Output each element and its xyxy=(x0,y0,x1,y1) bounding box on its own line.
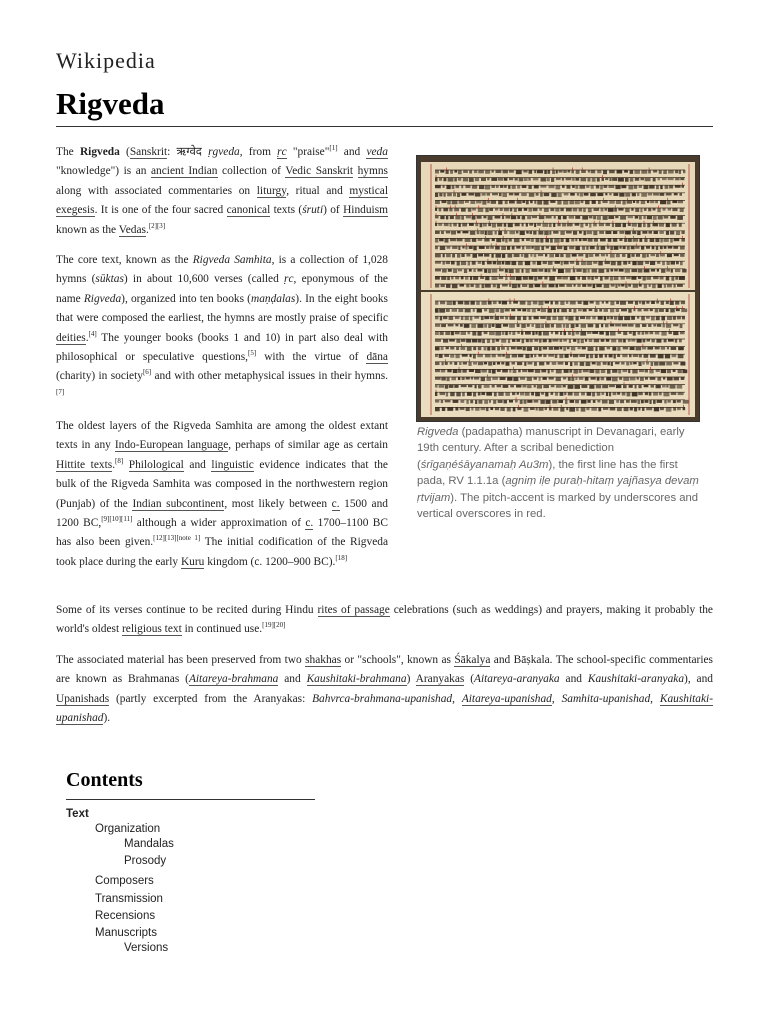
contents-divider xyxy=(66,799,315,800)
link-circa-1[interactable]: c. xyxy=(331,497,340,510)
link-sanskrit[interactable]: Sanskrit xyxy=(129,146,168,158)
link-veda[interactable]: veda xyxy=(366,146,388,158)
link-indo-european[interactable]: Indo-European language xyxy=(114,439,229,452)
link-rc[interactable]: ṛc xyxy=(277,146,287,158)
link-hittite-texts[interactable]: Hittite texts xyxy=(56,458,113,471)
link-kaushitaki-upanishad[interactable]: Kaushitaki-upanishad xyxy=(56,692,714,725)
toc-item-composers[interactable]: Composers xyxy=(95,875,154,887)
wikipedia-logo[interactable]: Wikipedia xyxy=(56,48,156,73)
toc-item-transmission[interactable]: Transmission xyxy=(95,893,163,905)
toc-item-text[interactable]: Text xyxy=(66,808,89,820)
link-canonical[interactable]: canonical xyxy=(226,204,271,217)
contents-heading: Contents xyxy=(66,769,143,791)
intro-paragraph-1: The Rigveda (Sanskrit: ऋग्वेद ṛgveda, from ṛc "praise"[1] and veda "knowledge") is an ancient Indian collection of Vedic Sanskrit hymns along with associated commentaries on liturgy, ritual and mystical exegesis. It is one of the four sacred canonical texts (śruti) of Hinduism known as the Vedas.[2][3] xyxy=(56,144,388,236)
ref-2-3[interactable]: [2][3] xyxy=(148,221,166,230)
link-upanishads[interactable]: Upanishads xyxy=(56,692,110,705)
link-ancient-indian[interactable]: ancient Indian xyxy=(150,165,218,178)
link-sakalya[interactable]: Śākalya xyxy=(454,654,491,666)
link-aitareya-upanishad[interactable]: Aitareya-upanishad xyxy=(461,692,552,705)
ref-19-20[interactable]: [19][20] xyxy=(262,621,286,630)
link-kaushitaki-brahmana[interactable]: Kaushitaki-brahmana xyxy=(306,673,407,686)
ref-1[interactable]: [1] xyxy=(329,144,338,153)
intro-paragraph-5: The associated material has been preserved from two shakhas or "schools", known as Śākalya and Bāṣkala. The school-specific commentaries are known as Brahmanas (Aitareya-brahmana and Kaushitaki-brahmana) Aranyakas (Aitareya-aranyaka and Kaushitaki-aranyaka), and Upanishads (partly excerpted from the Aranyakas: Bahvrca-brahmana-upanishad, Aitareya-upanishad, Samhita-upanishad, Kaushitaki-upanishad). xyxy=(56,654,714,725)
ref-18[interactable]: [18] xyxy=(335,554,348,563)
link-linguistic[interactable]: linguistic xyxy=(211,458,254,471)
link-kuru[interactable]: Kuru xyxy=(180,555,205,568)
toc-item-manuscripts[interactable]: Manuscripts xyxy=(95,927,157,939)
link-dana[interactable]: dāna xyxy=(366,351,388,364)
intro-paragraph-4: Some of its verses continue to be recited during Hindu rites of passage celebrations (such as weddings) and prayers, making it probably the world's oldest religious text in continued use.[19][20] xyxy=(56,604,713,636)
link-liturgy[interactable]: liturgy xyxy=(256,184,287,197)
toc-item-mandalas[interactable]: Mandalas xyxy=(124,838,174,850)
toc-item-prosody[interactable]: Prosody xyxy=(124,855,167,867)
link-circa-2[interactable]: c. xyxy=(305,517,314,530)
link-hinduism[interactable]: Hinduism xyxy=(343,204,388,217)
toc-item-recensions[interactable]: Recensions xyxy=(95,910,156,922)
title-divider xyxy=(56,126,713,127)
link-mystical-exegesis[interactable]: mystical exegesis xyxy=(56,184,388,217)
toc-item-organization[interactable]: Organization xyxy=(95,823,161,835)
ref-12-note1[interactable]: [12][13][note 1] xyxy=(153,534,201,543)
link-hymns[interactable]: hymns xyxy=(357,165,388,178)
ref-4[interactable]: [4] xyxy=(88,329,97,338)
manuscript-image[interactable] xyxy=(416,155,700,422)
intro-paragraph-3: The oldest layers of the Rigveda Samhita are among the oldest extant texts in any Indo-European language, perhaps of similar age as certain Hittite texts.[8] Philological and linguistic evidence indicates that the bulk of the Rigveda Samhita was composed in the northwestern region (Punjab) of the Indian subcontinent, most likely between c. 1500 and 1200 BC,[9][10][11] although a wider approximation of c. 1700–1100 BC has also been given.[12][13][note 1] The initial codification of the Rigveda took place during the early Kuru kingdom (c. 1200–900 BC).[18] xyxy=(56,420,388,568)
link-philological[interactable]: Philological xyxy=(128,458,184,471)
ref-6[interactable]: [6] xyxy=(142,368,152,377)
ref-8[interactable]: [8] xyxy=(115,457,124,466)
intro-paragraph-2: The core text, known as the Rigveda Samhita, is a collection of 1,028 hymns (sūktas) in about 10,600 verses (called ṛc, eponymous of the name Rigveda), organized into ten books (maṇḍalas). In the eight books that were composed the earliest, the hymns are mostly praise of specific deities.[4] The younger books (books 1 and 10) in part also deal with philosophical or speculative questions,[5] with the virtue of dāna (charity) in society[6] and with other metaphysical issues in their hymns.[7] xyxy=(56,254,389,397)
figure-caption: Rigveda (padapatha) manuscript in Devanagari, early 19th century. After a scribal benediction (śrīgaṇéśāyanamaḥ Au3m), the first line has the first pada, RV 1.1.1a (agniṃ iḷe puraḥ-hitaṃ yajñasya devaṃ ṛtvijam). The pitch-accent is marked by underscores and vertical overscores in red. xyxy=(417,426,699,521)
link-rites-of-passage[interactable]: rites of passage xyxy=(317,604,390,616)
link-vedas[interactable]: Vedas xyxy=(118,223,146,236)
link-vedic-sanskrit[interactable]: Vedic Sanskrit xyxy=(285,165,354,178)
page-title: Rigveda xyxy=(56,86,165,121)
link-shakhas[interactable]: shakhas xyxy=(305,654,342,666)
link-aitareya-brahmana[interactable]: Aitareya-brahmana xyxy=(188,673,279,686)
ref-7[interactable]: [7] xyxy=(56,388,65,397)
link-deities[interactable]: deities xyxy=(56,331,86,344)
link-indian-subcontinent[interactable]: Indian subcontinent xyxy=(132,497,225,510)
toc-item-versions[interactable]: Versions xyxy=(124,942,169,954)
manuscript-drawing xyxy=(417,156,699,421)
link-aranyakas[interactable]: Aranyakas xyxy=(415,673,465,686)
ref-5[interactable]: [5] xyxy=(248,349,257,358)
ref-9-11[interactable]: [9][10][11] xyxy=(101,515,133,524)
link-religious-text[interactable]: religious text xyxy=(121,623,182,636)
